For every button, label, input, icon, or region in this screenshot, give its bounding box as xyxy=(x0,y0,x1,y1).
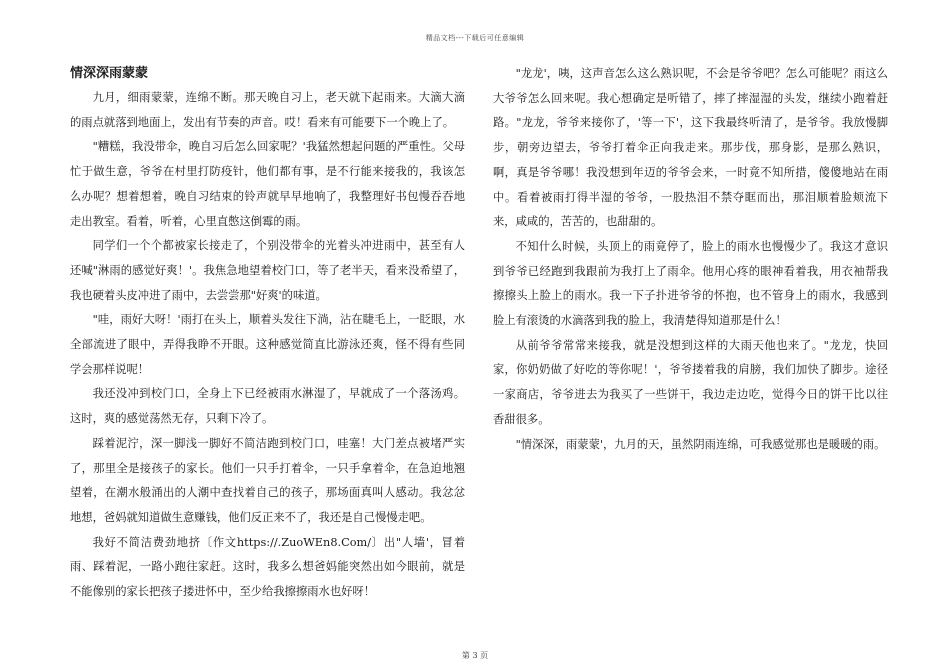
paragraph: 不知什么时候，头顶上的雨竟停了，脸上的雨水也慢慢少了。我这才意识到爷爷已经跑到我跟前为我打上了雨伞。他用心疼的眼神看着我，用衣袖帮我擦擦头上脸上的雨水。我一下子扑进爷爷的怀抱，也不管身上的雨水，我感到脸上有滚烫的水滴落到我的脸上，我清楚得知道那是什么！ xyxy=(493,239,888,328)
paragraph: "情深深，雨蒙蒙'，九月的天，虽然阴雨连绵，可我感觉那也是暖暖的雨。 xyxy=(515,437,886,451)
paragraph: 同学们一个个都被家长接走了，个别没带伞的光着头冲进雨中，甚至有人还喊"淋雨的感觉好爽！'。我焦急地望着校门口，等了老半天，看来没希望了，我也硬着头皮冲进了雨中，去尝尝那"好爽'的味道。 xyxy=(70,239,465,302)
paragraph: 踩着泥泞，深一脚浅一脚好不简洁跑到校门口，哇塞！大门差点被堵严实了，那里全是接孩子的家长。他们一只手打着伞，一只手拿着伞，在急迫地翘望着，在潮水般涌出的人潮中查找着自己的孩子，那场面真叫人感动。我忿忿地想，爸妈就知道做生意赚钱，他们反正来不了，我还是自己慢慢走吧。 xyxy=(70,436,465,524)
paragraph: 九月，细雨蒙蒙，连绵不断。那天晚自习上，老天就下起雨来。大滴大滴的雨点就落到地面上，发出有节奏的声音。哎！看来有可能要下一个晚上了。 xyxy=(70,91,465,129)
left-column xyxy=(70,62,465,605)
paragraph: 我还没冲到校门口，全身上下已经被雨水淋湿了，早就成了一个落汤鸡。这时，爽的感觉荡然无存，只剩下冷了。 xyxy=(70,387,465,426)
paragraph: "糟糕，我没带伞，晚自习后怎么回家呢？'我猛然想起问题的严重性。父母忙于做生意，爷爷在村里打防疫针，他们都有事，是不行能来接我的，我该怎么办呢？想着想着，晚自习结束的铃声就早早地响了，我整理好书包慢吞吞地走出教室。看着，听着，心里直憋这倒霉的雨。 xyxy=(70,140,465,228)
article-title: 情深深雨蒙蒙 xyxy=(70,66,149,81)
header-note: 精品文档---下载后可任意编辑 xyxy=(425,34,525,42)
paragraph: "哇，雨好大呀！'雨打在头上，顺着头发往下淌，沾在睫毛上，一眨眼，水全部流进了眼中，弄得我睁不开眼。这种感觉简直比游泳还爽，怪不得有些同学会那样说呢！ xyxy=(70,313,465,376)
right-column xyxy=(493,62,888,457)
paragraph: "龙龙'，咦，这声音怎么这么熟识呢，不会是爷爷吧？怎么可能呢？雨这么大爷爷怎么回来呢。我心想确定是听错了，摔了摔湿湿的头发，继续小跑着赶路。"龙龙，爷爷来接你了，'等一下'，这下我最终听清了，是爷爷。我放慢脚步，朝旁边望去，爷爷打着伞正向我走来。那步伐，那身影，是那么熟识，啊，真是爷爷哪！我没想到年迈的爷爷会来，一时竟不知所措，傻傻地站在雨中。看着被雨打得半湿的爷爷，一股热泪不禁夺眶而出，那泪顺着脸颊流下来，咸咸的，苦苦的，也甜甜的。 xyxy=(493,67,888,229)
paragraph: 从前爷爷常常来接我，就是没想到这样的大雨天他也来了。"龙龙，快回家，你奶奶做了好吃的等你呢！'，爷爷搂着我的肩膀，我们加快了脚步。途径一家商店，爷爷进去为我买了一些饼干，我边走边吃，觉得今日的饼干比以往香甜很多。 xyxy=(493,338,888,426)
paragraph: 我好不简洁费劲地挤〔作文https://.ZuoWEn8.Com/〕出"人墙'，冒着雨、踩着泥，一路小跑往家赶。这时，我多么想爸妈能突然出如今眼前，就是不能像别的家长把孩子搂进怀中，至少给我擦擦雨水也好呀！ xyxy=(70,535,465,599)
page-number: 第 3 页 xyxy=(461,651,489,660)
